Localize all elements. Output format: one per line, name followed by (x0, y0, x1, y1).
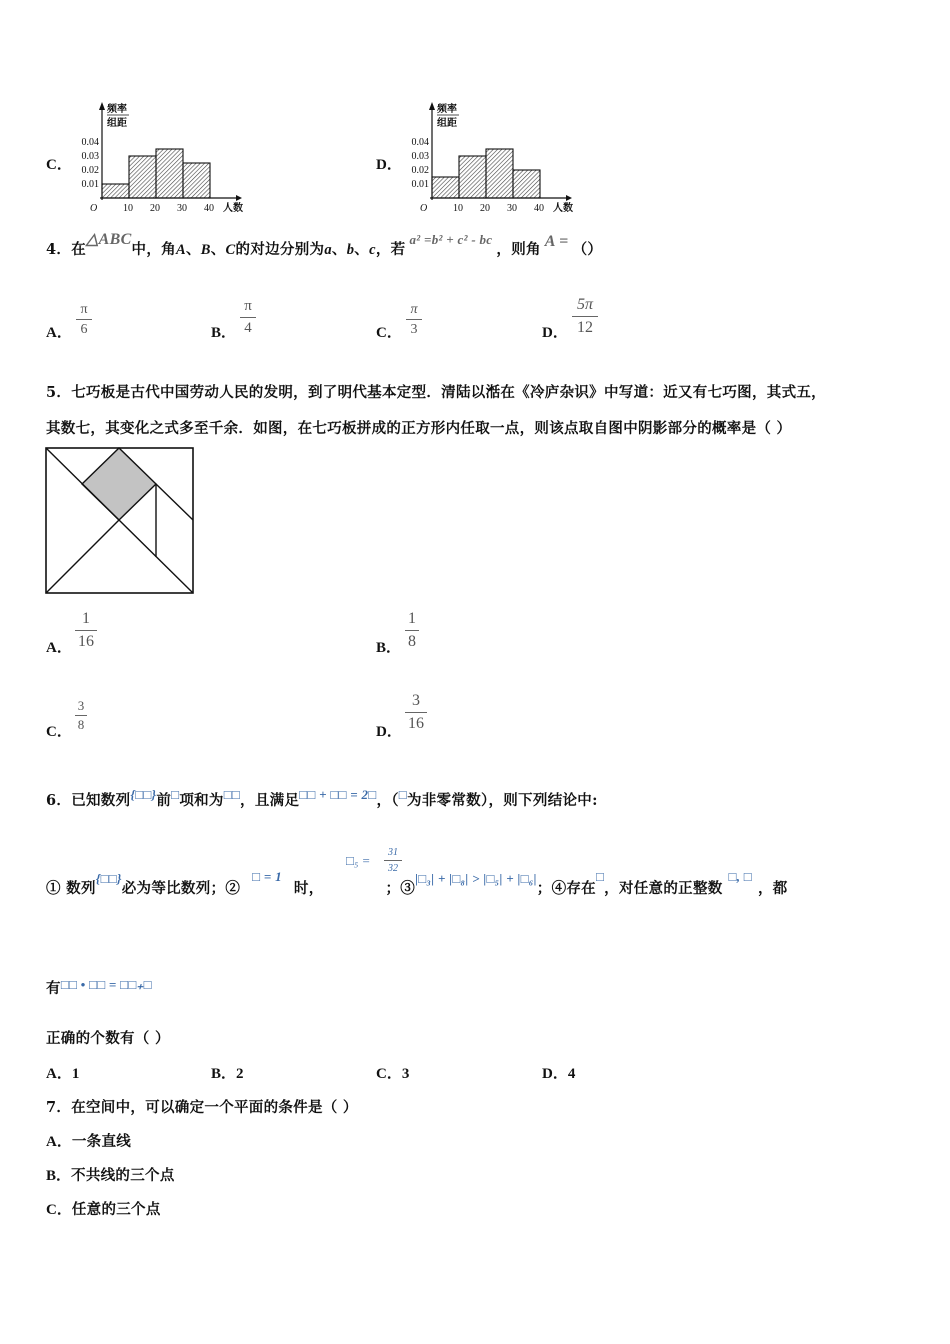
x-tick-label: 40 (204, 203, 214, 214)
q6-s5-fraction (384, 847, 402, 874)
q4-option-a-fraction (76, 302, 92, 338)
q4-option-c-fraction (406, 302, 422, 338)
q4-option-d-fraction (572, 296, 598, 336)
fraction-numerator: 1 (408, 610, 416, 627)
tangram-figure (45, 447, 195, 595)
x-tick-label: 10 (123, 203, 133, 214)
q4-side-c: c (369, 242, 376, 258)
y-tick-label: 0.04 (81, 137, 99, 148)
q6-text-4: ，且满足 (240, 792, 300, 809)
q4-triangle-abc: △ABC (86, 231, 132, 248)
q5-option-b-fraction (405, 610, 419, 650)
y-axis-label-top: 频率 (107, 104, 127, 115)
fraction-bar (75, 715, 87, 716)
q4-option-c-label[interactable]: C． (376, 325, 402, 341)
q7-stem: 7．在空间中，可以确定一个平面的条件是（ ） (46, 1099, 358, 1116)
q7-option-a-text: 一条直线 (71, 1133, 132, 1150)
fraction-numerator: 3 (412, 692, 420, 709)
q5-option-b-label[interactable]: B． (376, 640, 402, 656)
q6-text-2: 前 (156, 792, 172, 809)
q6-option-c-value: 3 (401, 1066, 410, 1082)
fraction-numerator: 3 (77, 698, 85, 713)
x-tick-label: 20 (150, 203, 160, 214)
q6-option-c-label: C． (376, 1066, 402, 1082)
q4-stem (46, 231, 603, 278)
q6-option-d-label: D． (542, 1066, 568, 1082)
histogram-bar (102, 184, 129, 198)
q6-option-d[interactable] (542, 1062, 575, 1083)
q4-sep-1: 、 (185, 241, 201, 258)
q6-mn: □, □ (728, 869, 752, 884)
y-axis-label-bottom: 组距 (107, 118, 127, 129)
q7-option-a-label: A． (46, 1134, 72, 1150)
fraction-numerator: π (410, 302, 418, 317)
fraction-denominator: 8 (77, 717, 85, 733)
q7-option-b-label: B． (46, 1168, 72, 1184)
q6-option-a[interactable] (46, 1062, 79, 1083)
q4-option-d-label[interactable]: D． (542, 325, 568, 341)
q5-option-d-fraction (405, 692, 427, 732)
fraction-bar (76, 319, 92, 320)
q4-sep-2: 、 (210, 241, 226, 258)
q6-equation-3: □□ • □□ = □□₊□ (60, 977, 152, 992)
fraction-denominator: 6 (80, 322, 88, 338)
q4-text-4: ，若 (375, 241, 406, 258)
x-axis-label: 人数 (223, 203, 243, 214)
q7-option-b-text: 不共线的三个点 (71, 1167, 175, 1184)
histogram-bar (183, 163, 210, 198)
q6-sequence: {□□} (130, 787, 157, 802)
q6-text-you: 有 (46, 980, 61, 997)
fraction-bar (405, 712, 427, 713)
x-tick-label: 30 (177, 203, 187, 214)
q6-k2: □ (595, 869, 605, 884)
y-tick-label: 0.02 (411, 165, 429, 176)
histogram-bar (513, 170, 540, 198)
q4-sep-3: 、 (331, 241, 347, 258)
x-axis-label: 人数 (553, 203, 573, 214)
q6-statement-4-text: ；④存在 (536, 880, 596, 897)
y-tick-label: 0.03 (411, 151, 429, 162)
fraction-bar (240, 317, 256, 318)
q4-angle-a: A (175, 242, 186, 258)
q4-side-a: a (324, 242, 332, 258)
q6-option-b-label: B． (211, 1066, 237, 1082)
q6-statement-4-cont (46, 977, 152, 998)
fraction-bar (572, 316, 598, 317)
y-tick-label: 0.02 (81, 165, 99, 176)
y-axis-label-bottom: 组距 (437, 118, 457, 129)
y-axis-label-top: 频率 (437, 104, 457, 115)
fraction-numerator: 1 (82, 610, 90, 627)
q5-stem-line-2: 其数七，其变化之式多至千余．如图，在七巧板拼成的正方形内任取一点，则该点取自图中阴影部分的概率是（ ） (46, 420, 792, 437)
q6-statement-2-text: 必为等比数列；② (121, 880, 241, 897)
q3-option-c-label[interactable]: C． (46, 157, 72, 173)
y-axis-arrow (99, 102, 105, 110)
fraction-denominator: 4 (244, 319, 252, 336)
histogram-bar (129, 156, 156, 198)
q6-text-shi: 时， (293, 880, 324, 897)
fraction-numerator: π (244, 298, 252, 314)
q4-text-2: 中，角 (131, 241, 176, 258)
q4-option-a-label[interactable]: A． (46, 325, 72, 341)
q6-n: □ (171, 787, 180, 802)
fraction-denominator: 12 (577, 318, 593, 336)
q6-option-a-label: A． (46, 1066, 72, 1082)
origin-label: O (90, 203, 98, 214)
q6-text-3: 项和为 (179, 792, 224, 809)
q7-option-c-text: 任意的三个点 (71, 1201, 161, 1218)
q6-sn: □□ (223, 787, 241, 802)
q6-option-b-value: 2 (236, 1066, 244, 1082)
fraction-denominator: 16 (78, 632, 94, 650)
y-tick-label: 0.01 (411, 179, 429, 190)
q7-option-c[interactable] (46, 1198, 161, 1219)
q4-equation: a² =b² + c² - bc (409, 232, 493, 247)
q6-text-1: 6．已知数列 (46, 792, 131, 809)
q4-text-6: （） (572, 241, 603, 258)
q4-number: 4． (46, 241, 72, 258)
q3-option-d-histogram (400, 98, 580, 218)
q6-option-d-value: 4 (567, 1066, 576, 1082)
origin-label: O (420, 203, 428, 214)
q5-stem-line-1: 5．七巧板是古代中国劳动人民的发明，到了明代基本定型．清陆以湉在《冷庐杂识》中写道：近又有七巧图，其式五， (46, 384, 826, 401)
q6-text-integer: ，对任意的正整数 (604, 880, 723, 897)
q6-option-a-value: 1 (71, 1066, 80, 1082)
histogram-bar (459, 156, 486, 198)
y-tick-label: 0.03 (81, 151, 99, 162)
q6-ask: 正确的个数有（ ） (46, 1030, 170, 1047)
q6-k: □ (398, 787, 407, 802)
q6-option-b[interactable] (211, 1062, 244, 1083)
fraction-denominator: 8 (408, 632, 416, 650)
histogram-bar (156, 149, 183, 198)
q7-option-a[interactable] (46, 1130, 131, 1151)
x-tick-label: 30 (507, 203, 517, 214)
q4-option-b-fraction (240, 298, 256, 336)
fraction-denominator: 3 (410, 322, 418, 338)
q6-text-dou: ，都 (757, 880, 788, 897)
q5-option-d-label[interactable]: D． (376, 724, 402, 740)
q7-option-b[interactable] (46, 1164, 175, 1185)
q6-stem (46, 789, 598, 810)
q4-text-1: 在 (71, 241, 87, 258)
fraction-numerator: 5π (576, 296, 593, 313)
q6-text-5: ，（ (376, 792, 399, 809)
fraction-bar (405, 630, 419, 631)
q6-equation: □□ + □□ = 2□ (299, 787, 377, 802)
q5-option-a-fraction (75, 610, 97, 650)
fraction-numerator: 31 (388, 847, 398, 858)
q4-sep-4: 、 (354, 241, 370, 258)
q4-side-b: b (346, 242, 355, 258)
q4-text-3: 的对边分别为 (235, 241, 325, 258)
q6-statements (46, 869, 788, 898)
q3-option-c-histogram (70, 98, 250, 218)
x-tick-label: 20 (480, 203, 490, 214)
q5-option-c-fraction (75, 699, 87, 733)
y-axis-arrow (429, 102, 435, 110)
histogram-bar (486, 149, 513, 198)
fraction-bar (384, 860, 402, 861)
q3-option-d-label[interactable]: D． (376, 157, 402, 173)
y-tick-label: 0.01 (81, 179, 99, 190)
q6-text-6: 为非零常数），则下列结论中: (406, 792, 598, 809)
q4-a-equals: A = (544, 233, 569, 250)
x-axis-arrow (236, 195, 242, 201)
q5-option-a-label[interactable]: A． (46, 640, 72, 656)
fraction-numerator: π (80, 302, 88, 317)
x-tick-label: 10 (453, 203, 463, 214)
q4-angle-b: B (200, 242, 211, 258)
x-axis-arrow (566, 195, 572, 201)
q6-sequence-2: {□□} (95, 871, 122, 886)
q6-condition-k: □ = 1 (252, 869, 282, 884)
q5-option-c-label[interactable]: C． (46, 724, 72, 740)
q4-angle-c: C (225, 242, 236, 258)
q6-statement-3-text: ；③ (385, 880, 416, 897)
q7-option-c-label: C． (46, 1202, 72, 1218)
y-tick-label: 0.04 (411, 137, 429, 148)
x-tick-label: 40 (534, 203, 544, 214)
fraction-bar (406, 319, 422, 320)
fraction-denominator: 16 (408, 714, 424, 732)
fraction-bar (75, 630, 97, 631)
histogram-bar (432, 177, 459, 198)
q6-option-c[interactable] (376, 1062, 409, 1083)
q6-statement-1-text: ① 数列 (46, 880, 96, 897)
q4-text-5: ，则角 (496, 241, 541, 258)
q6-s5-label: □₅ = (346, 853, 371, 868)
q4-option-b-label[interactable]: B． (211, 325, 237, 341)
fraction-denominator: 32 (388, 863, 398, 874)
q6-inequality: |□₃| + |□₈| > |□₅| + |□₆| (415, 871, 537, 886)
